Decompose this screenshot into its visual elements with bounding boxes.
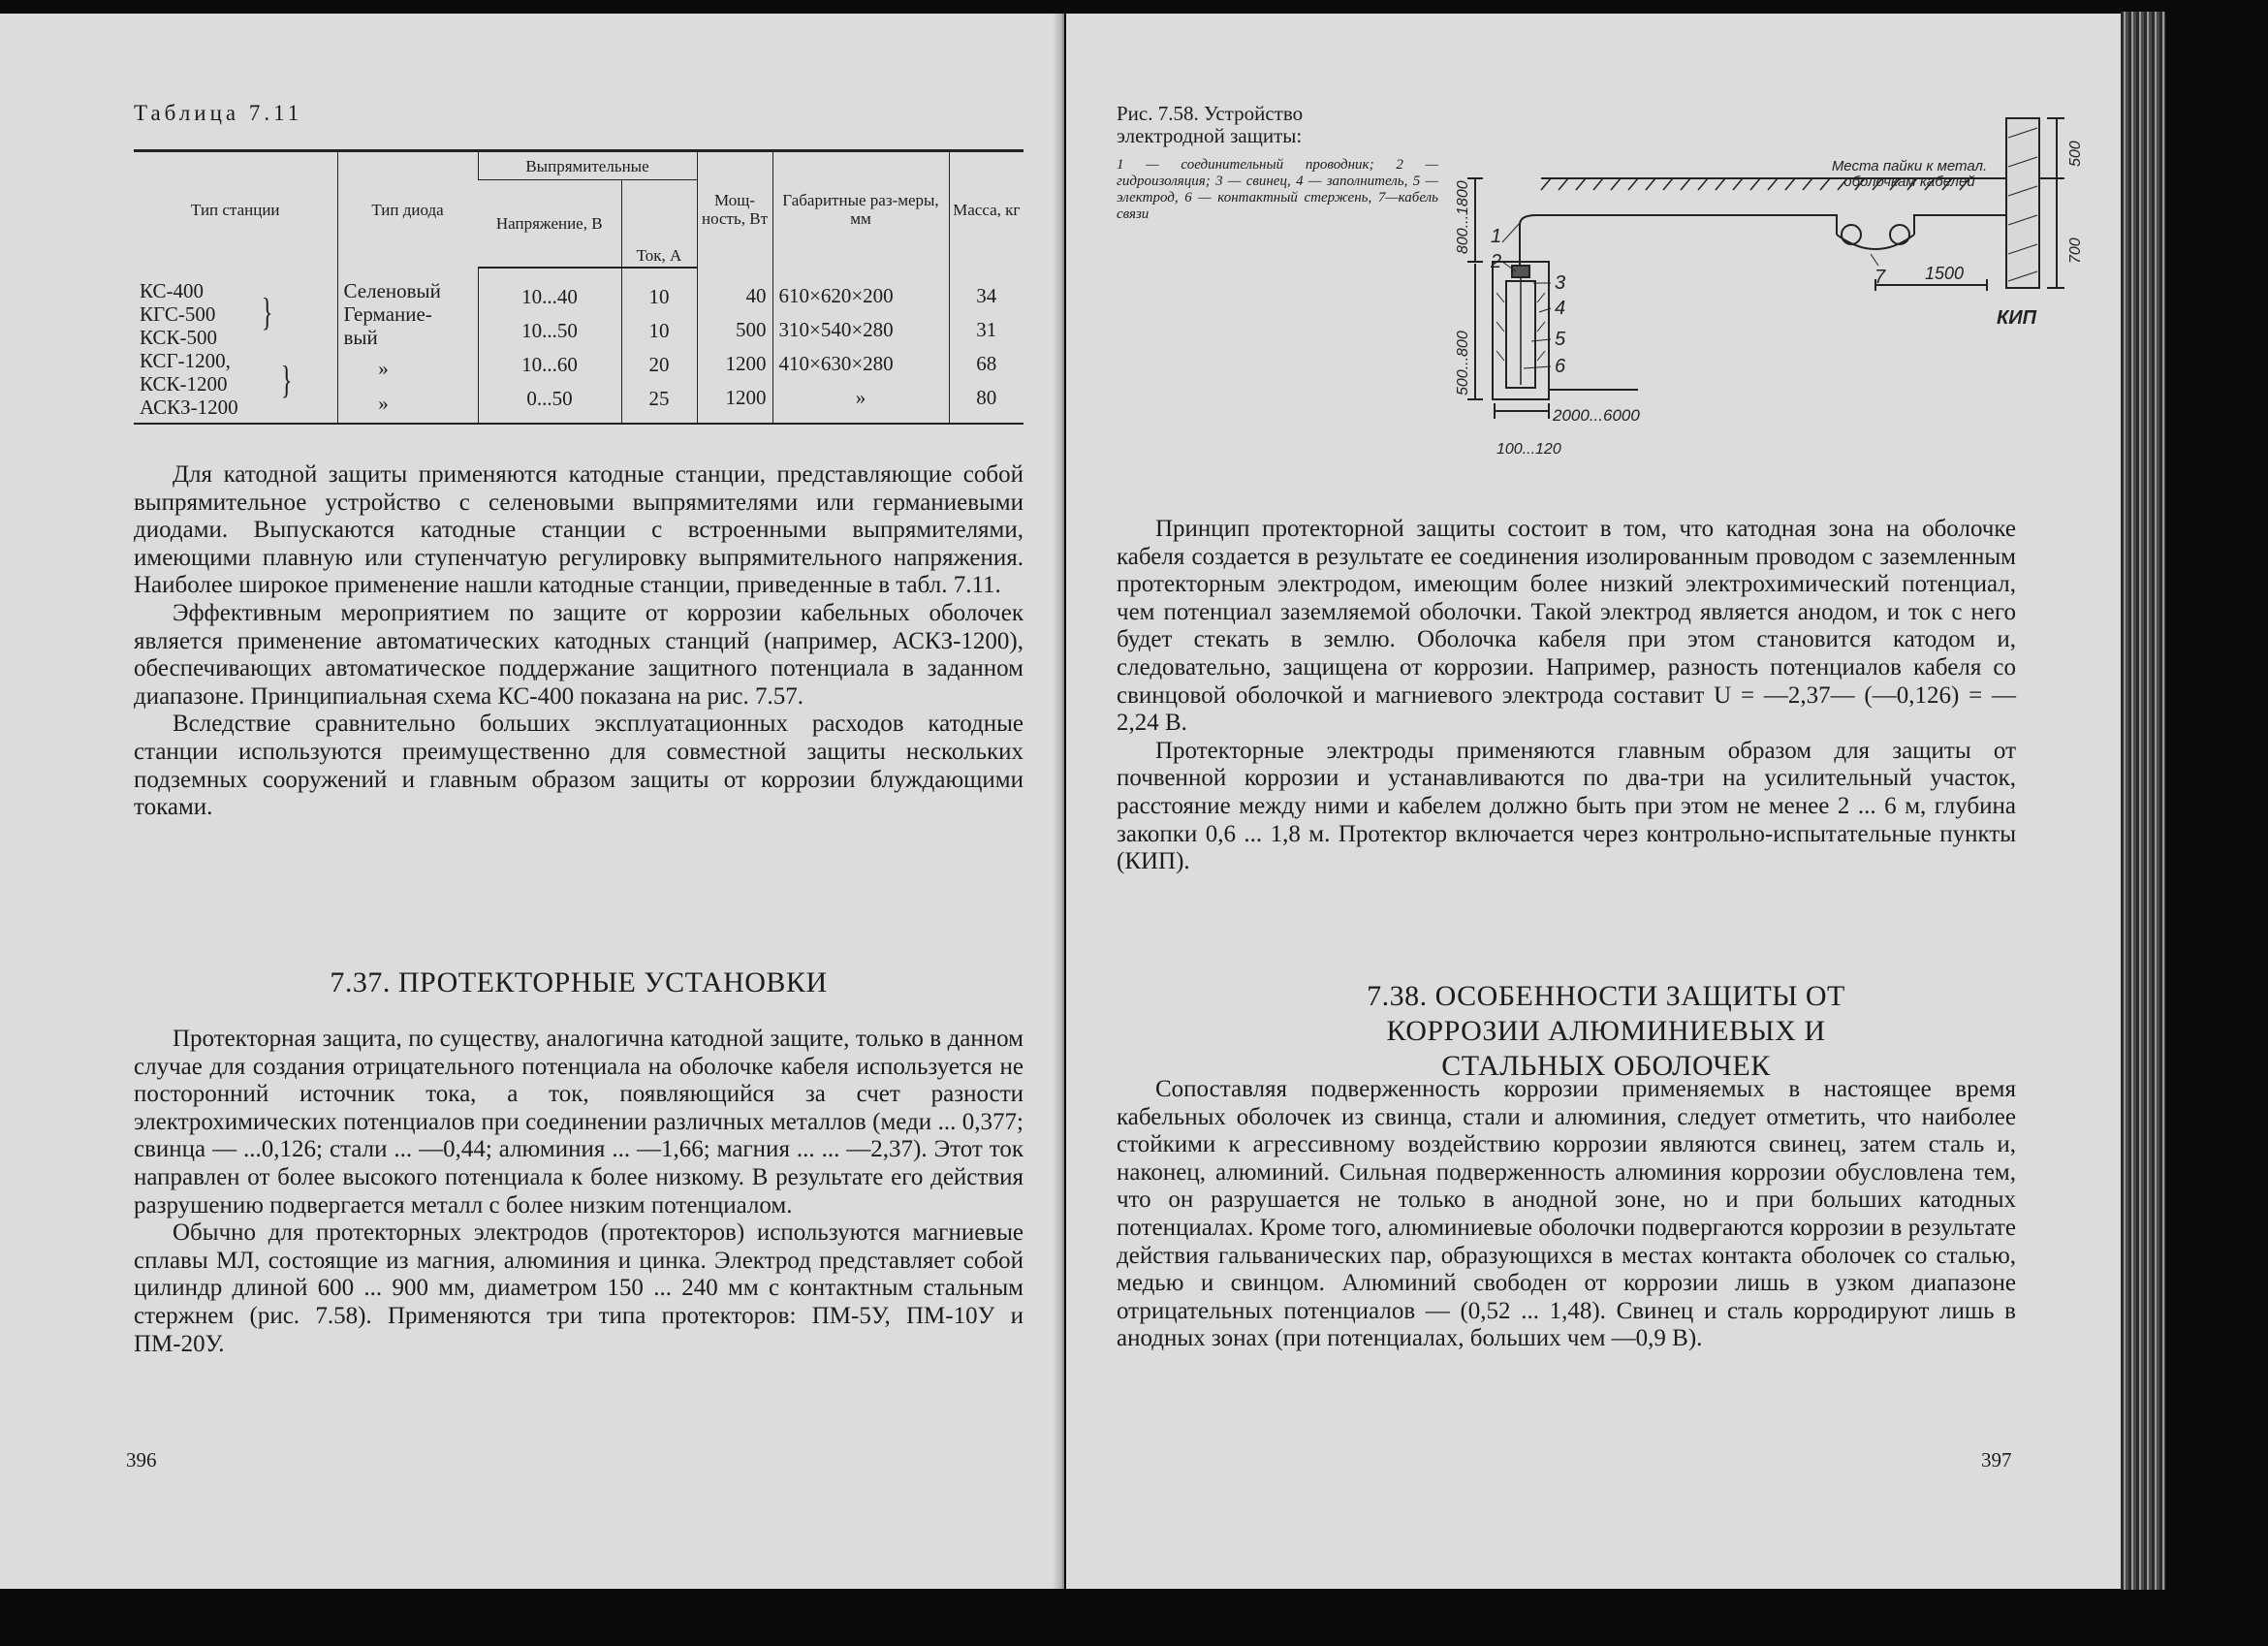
station-type-cell — [134, 268, 337, 424]
callout-1: 1 — [1491, 226, 1502, 247]
current-cell — [621, 268, 697, 424]
dimensions-cell — [772, 268, 949, 424]
paragraph: Для катодной защиты применяются катодные станции, представляющие собой выпрямительное устройство с селеновыми выпрямителями или германиевыми диодами. Выпускаются катодные станции с встроенными выпрямителями, имеющими плавную или ступенчатую регулировку выпрямительного напряжения. Наиболее широкое применение нашли катодные станции, приведенные в табл. 7.11. — [134, 461, 1024, 599]
station-type: КС-400 — [140, 278, 204, 302]
page-number-right: 397 — [1981, 1448, 2012, 1472]
header-station-type: Тип станции — [134, 151, 337, 268]
connecting-conductor — [1914, 215, 2006, 235]
station-type: КСК-1200 — [140, 371, 228, 396]
dimensions-value: » — [855, 385, 866, 409]
callout-2: 2 — [1491, 251, 1502, 272]
power-value: 1200 — [725, 385, 767, 409]
current-value: 10 — [648, 284, 670, 308]
solder-note: Места пайки к метал. оболочкам кабелей — [1831, 159, 1988, 190]
section-heading-7-37: 7.37. ПРОТЕКТОРНЫЕ УСТАНОВКИ — [330, 966, 828, 998]
cable-sheath — [1842, 225, 1861, 244]
figure-legend: 1 — соединительный проводник; 2 — гидроизоляция; 3 — свинец, 4 — заполнитель, 5 — электрод, 6 — контактный стержень, 7—кабель связи — [1117, 157, 1438, 222]
figure-caption: Рис. 7.58. Устройство электродной защиты: — [1117, 102, 1304, 147]
right-body-text-2 — [1117, 1076, 2016, 1353]
section-heading-7-38: 7.38. ОСОБЕННОСТИ ЗАЩИТЫ ОТ КОРРОЗИИ АЛЮМИНИЕВЫХ И СТАЛЬНЫХ ОБОЛОЧЕК — [1367, 980, 1845, 1082]
power-value: 500 — [736, 317, 767, 341]
label-500: 500 — [2067, 141, 2084, 167]
callout-4: 4 — [1555, 298, 1566, 319]
paragraph: Вследствие сравнительно больших эксплуатационных расходов катодные станции используются преимущественно для совместной защиты нескольких подземных сооружений и главным образом защиты от коррозии блуждающими токами. — [134, 711, 1024, 821]
mass-value: 80 — [976, 385, 997, 409]
brace: } — [280, 357, 293, 401]
callout-3: 3 — [1555, 272, 1566, 294]
left-body-text-2 — [134, 1026, 1024, 1358]
label-pit-depth: 500...800 — [1455, 331, 1471, 396]
paragraph: Протекторная защита, по существу, аналогична катодной защите, только в данном случае для создания отрицательного потенциала на оболочке кабеля используется не посторонний источник тока, а ток, появляющийся за счет разности электрохимических потенциалов при соединении различных металлов (меди ... 0,377; свинца — ...0,126; стали ... —0,44; алюминия ... —1,66; магния ... ... —2,37). Этот ток направлен от более высокого потенциала к более низкому. В результате его действия разрушению подвергается металл с более низким потенциалом. — [134, 1026, 1024, 1219]
left-body-text-1 — [134, 461, 1024, 822]
power-value: 1200 — [725, 351, 767, 375]
solder-note-box — [1822, 159, 1997, 217]
header-dimensions: Габаритные раз-меры, мм — [772, 151, 949, 268]
diode-type: Селеновый — [343, 278, 441, 302]
label-kip: КИП — [1997, 307, 2037, 329]
station-type: АСКЗ-1200 — [140, 395, 238, 419]
mass-value: 68 — [976, 351, 997, 375]
dimensions-value: 310×540×280 — [778, 317, 894, 341]
header-mass: Масса, кг — [949, 151, 1024, 268]
header-current: Ток, А — [621, 180, 697, 268]
station-type: КСК-500 — [140, 325, 217, 349]
header-voltage: Напряжение, В — [478, 180, 621, 268]
callout-7: 7 — [1874, 267, 1886, 288]
label-distance: 2000...6000 — [1553, 406, 1640, 425]
right-page — [1066, 14, 2121, 1589]
paragraph: Протекторные электроды применяются главным образом для защиты от почвенной коррозии и устанавливаются по два-три на усилительный участок, расстояние между ними и кабелем должно быть при этом не менее 2 ... 6 м, глубина закопки 0,6 ... 1,8 м. Протектор включается через контрольно-испытательные пункты (КИП). — [1117, 737, 2016, 875]
right-body-text-1 — [1117, 516, 2016, 876]
current-value: 25 — [648, 386, 670, 410]
ditto-mark: » — [378, 356, 389, 380]
brace: } — [261, 289, 273, 333]
header-rectifier-group: Выпрямительные — [478, 151, 697, 180]
bonding-wire — [1837, 235, 1914, 249]
table-caption: Таблица 7.11 — [134, 101, 303, 125]
dimensions-value: 610×620×200 — [778, 283, 894, 307]
kip-post — [2006, 118, 2039, 288]
connecting-conductor — [1520, 215, 1837, 266]
label-depth: 800...1800 — [1455, 180, 1471, 254]
label-1500: 1500 — [1925, 264, 1965, 283]
header-power: Мощ-ность, Вт — [697, 151, 772, 268]
paragraph: Принцип протекторной защиты состоит в том, что катодная зона на оболочке кабеля создается в результате ее соединения изолированным проводом с заземленным протекторным электродом, имеющим более низкий электрохимический потенциал, чем потенциал заземляемой оболочки. Такой электрод является анодом, и ток с него будет стекать в землю. Оболочка кабеля при этом становится катодом и, следовательно, защищена от коррозии. Например, разность потенциалов кабеля со свинцовой оболочкой и магниевого электрода составит U = —2,37— (—0,126) = —2,24 В. — [1117, 516, 2016, 737]
power-value: 40 — [745, 283, 767, 307]
paragraph: Эффективным мероприятием по защите от коррозии кабельных оболочек является применение автоматических катодных станций (например, АСКЗ-1200), обеспечивающих автоматическое поддержание защитного потенциала в заданном диапазоне. Принципиальная схема КС-400 показана на рис. 7.57. — [134, 599, 1024, 710]
dimensions-value: 410×630×280 — [778, 351, 894, 375]
voltage-value: 10...40 — [521, 284, 578, 308]
paragraph: Обычно для протекторных электродов (протекторов) используются магниевые сплавы МЛ, состоящие из магния, алюминия и цинка. Электрод представляет собой цилиндр длиной 600 ... 900 мм, диаметром 150 ... 240 мм с контактным стальным стержнем (рис. 7.58). Применяются три типа протекторов: ПМ-5У, ПМ-10У и ПМ-20У. — [134, 1219, 1024, 1357]
mass-value: 31 — [976, 317, 997, 341]
power-cell — [697, 268, 772, 424]
label-diameter: 100...120 — [1496, 441, 1561, 458]
voltage-cell — [478, 268, 621, 424]
current-value: 10 — [648, 318, 670, 342]
cable-sheath — [1890, 225, 1909, 244]
voltage-value: 10...50 — [521, 318, 578, 342]
callout-6: 6 — [1555, 356, 1566, 377]
electrode-protection-diagram — [1444, 109, 2084, 477]
station-type: КСГ-1200, — [140, 348, 231, 372]
mass-cell — [949, 268, 1024, 424]
diode-type: Германие- — [343, 301, 432, 326]
cathode-stations-table — [134, 149, 1024, 425]
book-page-edges — [2121, 12, 2165, 1590]
header-diode-type: Тип диода — [337, 151, 478, 268]
diode-type: вый — [343, 325, 378, 349]
ditto-mark: » — [378, 391, 389, 415]
mass-value: 34 — [976, 283, 997, 307]
callout-5: 5 — [1555, 329, 1566, 350]
voltage-value: 0...50 — [526, 386, 573, 410]
label-700: 700 — [2067, 237, 2084, 264]
diode-type-cell — [337, 268, 478, 424]
voltage-value: 10...60 — [521, 352, 578, 376]
left-page — [0, 14, 1064, 1589]
paragraph: Сопоставляя подверженность коррозии применяемых в настоящее время кабельных оболочек из свинца, стали и алюминия, следует отметить, что наиболее стойкими к агрессивному воздействию коррозии являются свинец, затем сталь и, наконец, алюминий. Сильная подверженность алюминия коррозии обусловлена тем, что он разрушается не только в анодной зоне, но и при больших катодных потенциалах. Кроме того, алюминиевые оболочки подвергаются коррозии в результате действия гальванических пар, образующихся в местах контакта оболочек со сталью, медью и свинцом. Алюминий свободен от коррозии лишь в узком диапазоне отрицательных потенциалов — (0,52 ... 1,48). Свинец и сталь корродируют лишь в анодных зонах (при потенциалах, больших чем —0,9 В). — [1117, 1076, 2016, 1352]
current-value: 20 — [648, 352, 670, 376]
page-number-left: 396 — [126, 1448, 157, 1472]
hydro-insulation — [1512, 266, 1529, 277]
station-type: КГС-500 — [140, 301, 216, 326]
